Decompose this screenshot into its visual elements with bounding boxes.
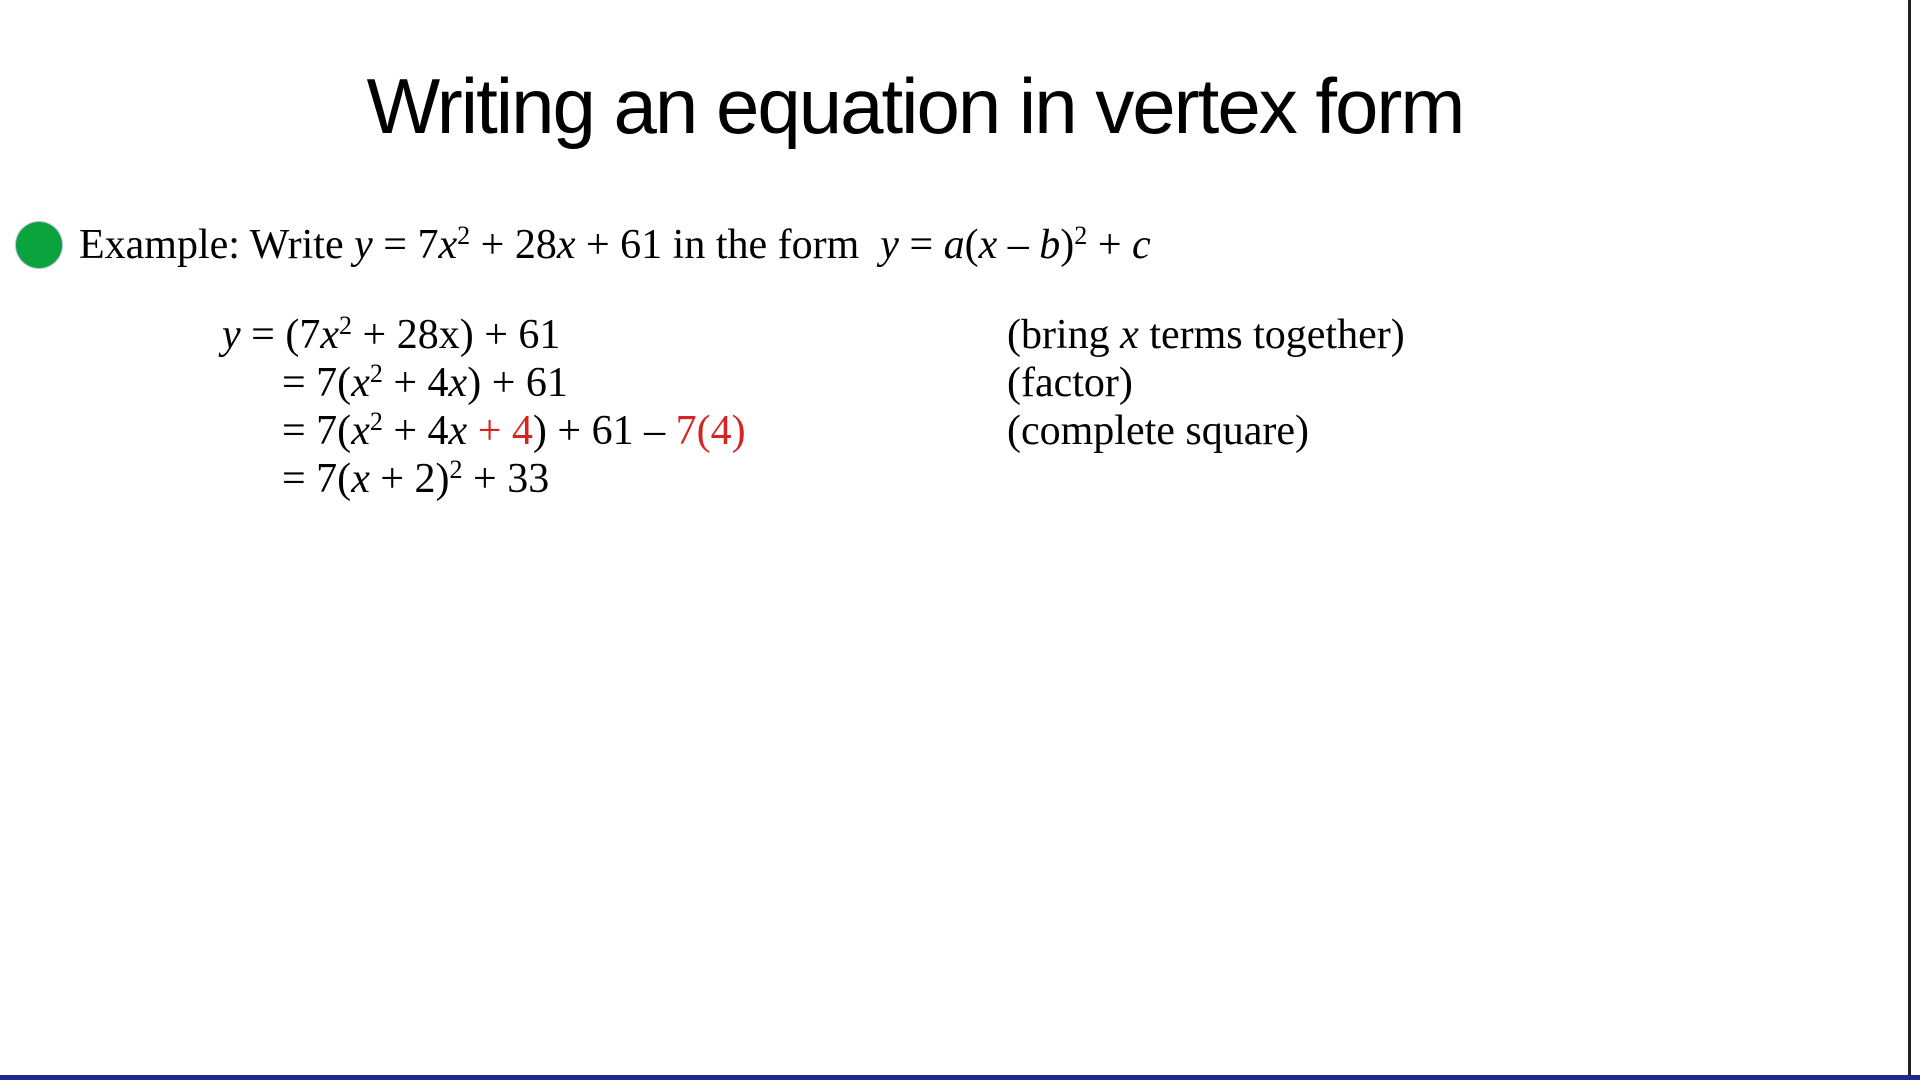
annotation-step-1: (bring x terms together): [1007, 312, 1405, 358]
example-statement: Example: Write $y = 7x^2 + 28x + 61$ in the form y = a(x – b)$^2$ + c: [79, 220, 1151, 268]
step-annotations: [1007, 311, 1405, 455]
annotation-step-3: (complete square): [1007, 408, 1310, 454]
bullet-circle-icon: [16, 222, 62, 268]
slide-right-border: [1908, 0, 1911, 1080]
derivation-steps: [222, 310, 746, 503]
bottom-bar: [0, 1075, 1920, 1080]
slide-title: Writing an equation in vertex form: [366, 62, 1464, 150]
equation-step-3: = $7(x^2 + 4x + 4) + 61 - 7(4)$: [282, 406, 746, 454]
example-bullet-row: [16, 219, 1151, 271]
annotation-step-2: (factor): [1007, 360, 1133, 406]
equation-step-4: = $7(x + 2)^2 + 33$: [282, 454, 550, 502]
equation-step-2: = $7(x^2 + 4x) + 61$: [282, 358, 568, 406]
equation-step-1: $y = (7x^2 + 28x) + 61$: [222, 310, 561, 358]
